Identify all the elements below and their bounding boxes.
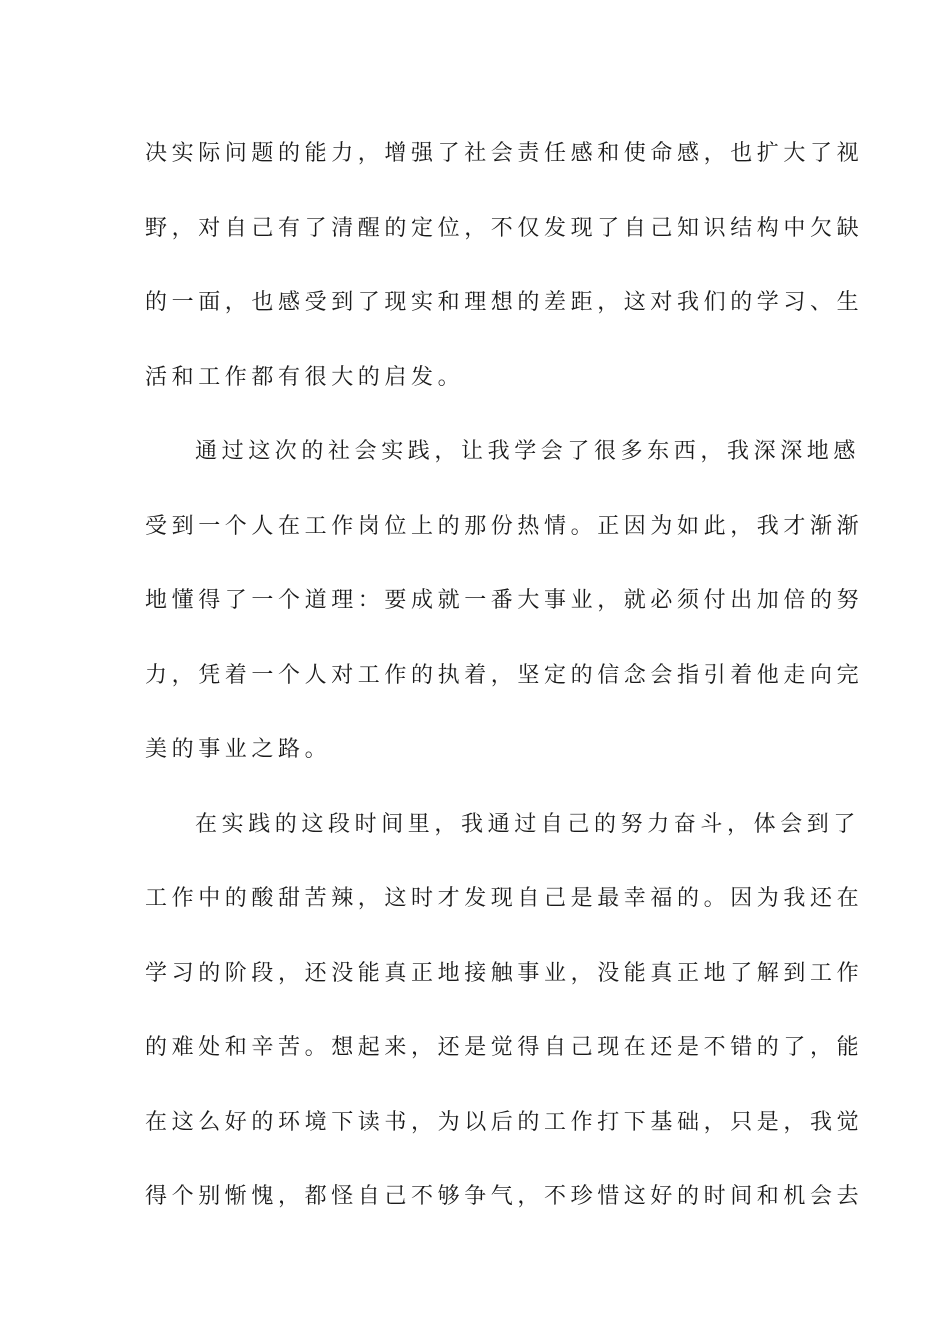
text-line: 美的事业之路。 xyxy=(145,737,332,762)
text-line: 受到一个人在工作岗位上的那份热情。正因为如此，我才渐渐 xyxy=(145,513,864,539)
text-line: 在这么好的环境下读书，为以后的工作打下基础，只是，我觉 xyxy=(145,1109,864,1135)
paragraph-first-line: 通过这次的社会实践，让我学会了很多东西，我深深地感 xyxy=(195,439,861,464)
text-line: 地懂得了一个道理：要成就一番大事业，就必须付出加倍的努 xyxy=(145,588,864,613)
paragraph-first-line: 在实践的这段时间里，我通过自己的努力奋斗，体会到了 xyxy=(195,811,861,837)
text-line: 决实际问题的能力，增强了社会责任感和使命感，也扩大了视 xyxy=(145,141,864,166)
text-line: 学习的阶段，还没能真正地接触事业，没能真正地了解到工作 xyxy=(145,960,864,986)
text-line: 的一面，也感受到了现实和理想的差距，这对我们的学习、生 xyxy=(145,290,864,315)
text-line: 力，凭着一个人对工作的执着，坚定的信念会指引着他走向完 xyxy=(145,662,864,688)
text-line: 野，对自己有了清醒的定位，不仅发现了自己知识结构中欠缺 xyxy=(145,215,864,241)
text-line: 活和工作都有很大的启发。 xyxy=(145,364,465,390)
text-line: 的难处和辛苦。想起来，还是觉得自己现在还是不错的了，能 xyxy=(145,1035,864,1060)
text-line: 工作中的酸甜苦辣，这时才发现自己是最幸福的。因为我还在 xyxy=(145,886,864,911)
document-body xyxy=(145,132,864,1250)
text-line: 得个别惭愧，都怪自己不够争气，不珍惜这好的时间和机会去 xyxy=(145,1184,864,1209)
